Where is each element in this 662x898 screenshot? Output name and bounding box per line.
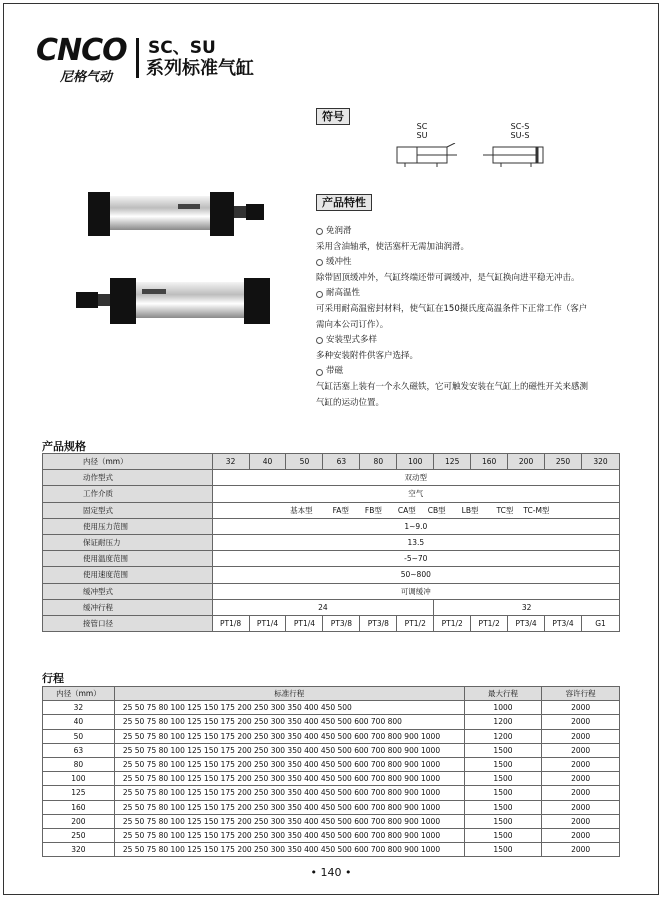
stroke-table	[42, 686, 620, 857]
symbol-right-top: SC-S	[510, 122, 530, 131]
circle-bullet-icon	[316, 291, 323, 298]
spec-row: 接管口径 PT1/8 PT1/4 PT1/4 PT3/8 PT3/8 PT1/2 PT1/2 PT1/2 PT3/4 PT3/4 G1	[43, 615, 620, 631]
stroke-row: 80 25 50 75 80 100 125 150 175 200 250 300 350 400 450 500 600 700 800 900 1000 1500 2000	[43, 757, 620, 771]
feature-line: 气缸活塞上装有一个永久磁铁，它可触发安装在气缸上的磁性开关来感测	[316, 381, 589, 392]
cylinder-photo-bottom	[72, 272, 272, 332]
features-label: 产品特性	[316, 194, 372, 211]
spec-row: 缓冲型式 可调缓冲	[43, 583, 620, 599]
feature-line: 需向本公司订作）。	[316, 319, 389, 330]
stroke-row: 63 25 50 75 80 100 125 150 175 200 250 300 350 400 450 500 600 700 800 900 1000 1500 2000	[43, 743, 620, 757]
feature-head: 免润滑	[316, 224, 626, 240]
stroke-row: 250 25 50 75 80 100 125 150 175 200 250 300 350 400 450 500 600 700 800 900 1000 1500 2000	[43, 828, 620, 842]
symbol-left-top: SC	[416, 122, 428, 131]
stroke-row: 32 25 50 75 80 100 125 150 175 200 250 300 350 400 450 500 1000 2000	[43, 701, 620, 715]
spec-row: 使用温度范围 -5~70	[43, 551, 620, 567]
feature-line: 除带固顶缓冲外，气缸终端还带可调缓冲，是气缸换向进平稳无冲击。	[316, 272, 580, 283]
mount-types: 基本型 FA型 FB型 CA型 CB型 LB型 TC型 TC-M型	[212, 502, 619, 518]
brand-subtitle: 尼格气动	[60, 70, 113, 85]
feature-line: 多种安装附件供客户选择。	[316, 350, 419, 361]
page-number: • 140 •	[310, 866, 352, 879]
features-list	[316, 224, 626, 411]
feature-head: 缓冲性	[316, 255, 626, 271]
spec-row: 工作介质 空气	[43, 486, 620, 502]
spec-row: 使用速度范围 50~800	[43, 567, 620, 583]
spec-row: 缓冲行程 24 32	[43, 599, 620, 615]
symbol-left-bottom: SU	[416, 131, 428, 140]
feature-line: 气缸的运动位置。	[316, 397, 385, 408]
feature-head: 带磁	[316, 364, 626, 380]
stroke-row: 100 25 50 75 80 100 125 150 175 200 250 300 350 400 450 500 600 700 800 900 1000 1500 2000	[43, 772, 620, 786]
feature-head: 安装型式多样	[316, 333, 626, 349]
header-divider	[136, 38, 139, 78]
spec-row: 保证耐压力 13.5	[43, 534, 620, 550]
stroke-row: 320 25 50 75 80 100 125 150 175 200 250 300 350 400 450 500 600 700 800 900 1000 1500 2000	[43, 843, 620, 857]
series-name: SC、SU	[148, 38, 216, 58]
symbol-label: 符号	[316, 108, 350, 125]
brand-logo: CNCO	[36, 33, 127, 68]
symbol-right-bottom: SU-S	[510, 131, 530, 140]
cylinder-symbol-diagram	[385, 143, 565, 169]
stroke-row: 50 25 50 75 80 100 125 150 175 200 250 300 350 400 450 500 600 700 800 900 1000 1200 2000	[43, 729, 620, 743]
circle-bullet-icon	[316, 369, 323, 376]
stroke-row: 125 25 50 75 80 100 125 150 175 200 250 300 350 400 450 500 600 700 800 900 1000 1500 2000	[43, 786, 620, 800]
cylinder-photo-top	[80, 186, 270, 242]
stroke-row: 40 25 50 75 80 100 125 150 175 200 250 300 350 400 450 500 600 700 800 1200 2000	[43, 715, 620, 729]
spec-row: 使用压力范围 1~9.0	[43, 518, 620, 534]
page-title: 系列标准气缸	[146, 58, 254, 79]
feature-line: 可采用耐高温密封材料，使气缸在150摄氏度高温条件下正常工作（客户	[316, 303, 588, 314]
circle-bullet-icon	[316, 228, 323, 235]
stroke-header-row: 内径（mm） 标准行程 最大行程 容许行程	[43, 687, 620, 701]
stroke-row: 160 25 50 75 80 100 125 150 175 200 250 300 350 400 450 500 600 700 800 900 1000 1500 2000	[43, 800, 620, 814]
stroke-title: 行程	[42, 672, 64, 685]
spec-row: 动作型式 双动型	[43, 470, 620, 486]
spec-row: 固定型式 基本型 FA型 FB型 CA型 CB型 LB型 TC型 TC-M型	[43, 502, 620, 518]
circle-bullet-icon	[316, 259, 323, 266]
feature-line: 采用含油轴承，使活塞杆无需加油润滑。	[316, 241, 470, 252]
feature-head: 耐高温性	[316, 286, 626, 302]
spec-header-row: 内径（mm） 32 40 50 63 80 100 125 160 200 250 320	[43, 454, 620, 470]
spec-table	[42, 453, 620, 632]
spec-title: 产品规格	[42, 440, 86, 453]
stroke-row: 200 25 50 75 80 100 125 150 175 200 250 300 350 400 450 500 600 700 800 900 1000 1500 2000	[43, 814, 620, 828]
circle-bullet-icon	[316, 337, 323, 344]
